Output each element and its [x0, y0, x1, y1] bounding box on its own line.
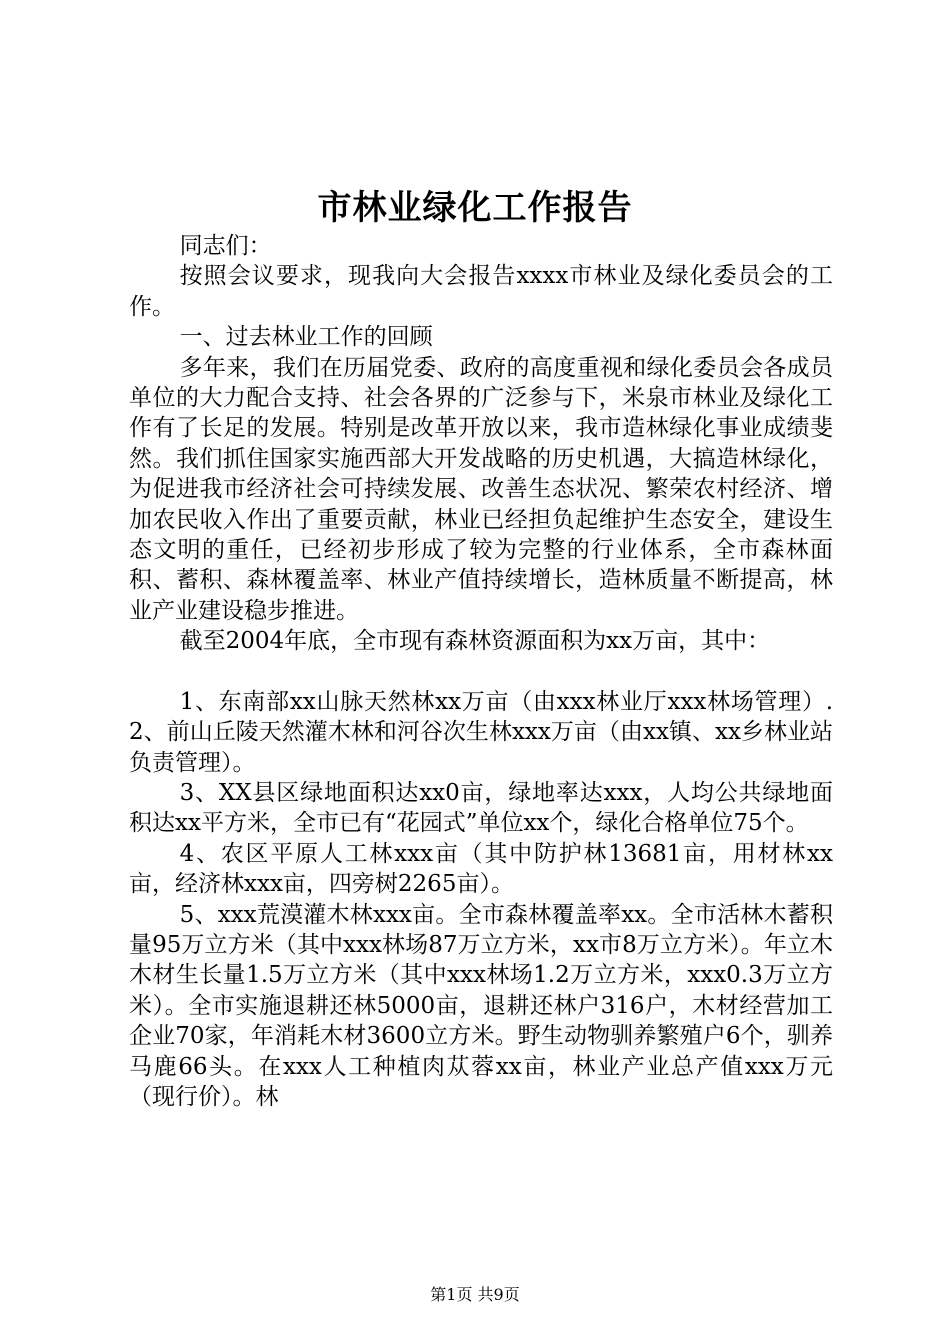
- resource-item-4: 4、农区平原人工林xxx亩（其中防护林13681亩，用材林xx亩，经济林xxx亩，四旁树2265亩）。: [129, 840, 833, 898]
- page-footer: 第1页 共9页: [430, 1285, 520, 1304]
- resource-item-1-2: 1、东南部xx山脉天然林xx万亩（由xxx林业厅xxx林场管理）.2、前山丘陵天然灌木林和河谷次生林xxx万亩（由xx镇、xx乡林业站负责管理）。: [129, 688, 833, 776]
- resource-item-5: 5、xxx荒漠灌木林xxx亩。全市森林覆盖率xx。全市活林木蓄积量95万立方米（其中xxx林场87万立方米，xx市8万立方米）。年立木木材生长量1.5万立方米（其中xxx林场1.2万立方米，xxx0.3万立方米）。全市实施退耕还林5000亩，退耕还林户316户，木材经营加工企业70家，年消耗木材3600立方米。野生动物驯养繁殖户6个，驯养马鹿66头。在xxx人工种植肉苁蓉xx亩，林业产业总产值xxx万元（现行价）。林: [129, 901, 833, 1110]
- salutation-paragraph: 同志们：: [179, 233, 272, 259]
- resources-summary-paragraph: 截至2004年底，全市现有森林资源面积为xx万亩，其中：: [179, 628, 771, 655]
- review-paragraph: 多年来，我们在历届党委、政府的高度重视和绿化委员会各成员单位的大力配合支持、社会各界的广泛参与下，米泉市林业及绿化工作有了长足的发展。特别是改革开放以来，我市造林绿化事业成绩斐然。我们抓住国家实施西部大开发战略的历史机遇，大搞造林绿化，为促进我市经济社会可持续发展、改善生态状况、繁荣农村经济、增加农民收入作出了重要贡献，林业已经担负起维护生态安全，建设生态文明的重任，已经初步形成了较为完整的行业体系，全市森林面积、蓄积、森林覆盖率、林业产值持续增长，造林质量不断提高，林业产业建设稳步推进。: [129, 354, 833, 624]
- resource-item-3: 3、XX县区绿地面积达xx0亩，绿地率达xxx，人均公共绿地面积达xx平方米，全市已有“花园式”单位xx个，绿化合格单位75个。: [129, 779, 833, 837]
- section-heading: 一、过去林业工作的回顾: [179, 324, 433, 351]
- intro-paragraph: 按照会议要求，现我向大会报告xxxx市林业及绿化委员会的工作。: [129, 263, 833, 320]
- document-title: 市林业绿化工作报告: [317, 188, 633, 228]
- document-body: [129, 231, 833, 1112]
